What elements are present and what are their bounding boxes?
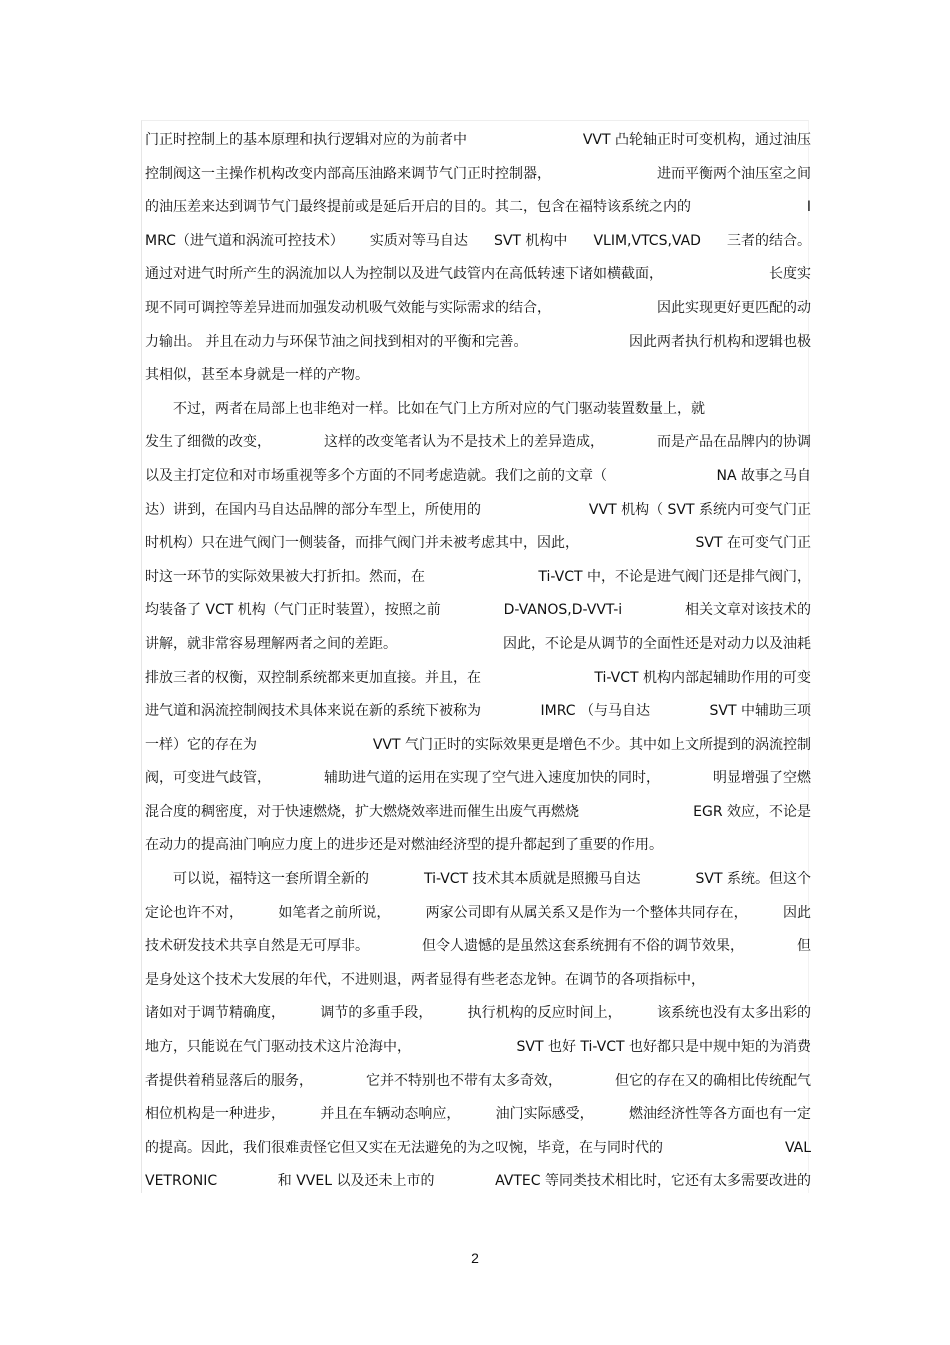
text-segment: SVT 系统。但这个 <box>695 871 811 888</box>
text-segment: 进气道和涡流控制阀技术具体来说在新的系统下被称为 <box>145 703 481 720</box>
text-line <box>145 191 811 225</box>
text-line <box>145 1132 811 1166</box>
text-segment: 辅助进气道的运用在实现了空气进入速度加快的同时， <box>324 770 660 787</box>
text-segment: D-VANOS,D-VVT-i <box>503 602 623 619</box>
text-line <box>145 460 811 494</box>
text-line <box>145 124 811 158</box>
text-line <box>145 158 811 192</box>
text-segment: 门正时控制上的基本原理和执行逻辑对应的为前者中 <box>145 132 467 148</box>
text-segment: 的油压差来达到调节气门最终提前或是延后开启的目的。其二，包含在福特该系统之内的 <box>145 199 691 216</box>
text-line <box>145 1031 811 1065</box>
text-segment: 而是产品在品牌内的协调 <box>657 434 811 451</box>
text-segment: VVT 凸轮轴正时可变机构，通过油压 <box>582 132 811 148</box>
text-segment: 诸如对于调节精确度， <box>145 1005 285 1022</box>
text-segment: 以及主打定位和对市场重视等多个方面的不同考虑造就。我们之前的文章（ <box>145 467 607 484</box>
text-segment: 地方，只能说在气门驱动技术这片沧海中， <box>145 1039 411 1056</box>
text-line <box>145 292 811 326</box>
text-line <box>145 829 811 863</box>
text-segment: 讲解，就非常容易理解两者之间的差距。 <box>145 635 397 652</box>
text-segment: EGR 效应，不论是 <box>693 803 811 820</box>
text-line <box>145 662 811 696</box>
text-segment: 其相似，甚至本身就是一样的产物。 <box>145 367 369 384</box>
text-segment: 两家公司即有从属关系又是作为一个整体共同存在， <box>425 904 748 921</box>
text-segment: 进而平衡两个油压室之间 <box>657 165 811 182</box>
text-line <box>145 1165 811 1199</box>
text-segment: 因此，不论是从调节的全面性还是对动力以及油耗 <box>503 635 811 652</box>
text-segment: 是身处这个技术大发展的年代，不进则退，两者显得有些老态龙钟。在调节的各项指标中， <box>145 971 705 988</box>
text-segment: 发生了细微的改变， <box>145 434 271 451</box>
text-line <box>145 527 811 561</box>
text-line <box>145 1098 811 1132</box>
text-line <box>145 897 811 931</box>
text-line <box>145 258 811 292</box>
text-segment: 在动力的提高油门响应力度上的进步还是对燃油经济型的提升都起到了重要的作用。 <box>145 837 663 854</box>
text-segment: 阀，可变进气歧管， <box>145 770 271 787</box>
text-segment: 调节的多重手段， <box>320 1005 433 1022</box>
text-segment: Ti-VCT 中，不论是进气阀门还是排气阀门， <box>538 568 811 585</box>
text-segment: 因此两者执行机构和逻辑也极 <box>629 333 811 350</box>
text-segment: 长度实 <box>769 266 811 283</box>
text-line <box>145 863 811 897</box>
text-segment: 控制阀这一主操作机构改变内部高压油路来调节气门正时控制器， <box>145 165 551 182</box>
text-line <box>145 561 811 595</box>
text-line <box>145 393 811 427</box>
text-segment: 这样的改变笔者认为不是技术上的差异造成， <box>324 434 604 451</box>
text-segment: SVT 机构中 <box>493 232 568 249</box>
body-text <box>145 124 811 1199</box>
text-segment: 时机构）只在进气阀门一侧装备，而排气阀门并未被考虑其中，因此， <box>145 535 579 552</box>
text-line <box>145 762 811 796</box>
text-segment: SVT 中辅助三项 <box>709 703 811 720</box>
text-segment: VLIM,VTCS,VAD <box>593 232 701 249</box>
text-line <box>145 964 811 998</box>
text-line <box>145 930 811 964</box>
text-line <box>145 695 811 729</box>
text-segment: NA 故事之马自 <box>716 467 811 484</box>
text-segment: 该系统也没有太多出彩的 <box>656 1005 811 1022</box>
text-segment: 三者的结合。 <box>726 232 811 249</box>
text-segment: 时这一环节的实际效果被大打折扣。然而，在 <box>145 568 425 585</box>
text-line <box>145 628 811 662</box>
text-segment: 如笔者之前所说， <box>278 904 391 921</box>
text-segment: 达）讲到，在国内马自达品牌的部分车型上，所使用的 <box>145 501 481 518</box>
text-segment: SVT 在可变气门正 <box>695 535 811 552</box>
text-segment: 者提供着稍显落后的服务， <box>145 1072 313 1089</box>
text-segment: 它并不特别也不带有太多奇效， <box>366 1072 562 1089</box>
text-segment: VVT 机构（ SVT 系统内可变气门正 <box>588 501 811 518</box>
text-segment: 相位机构是一种进步， <box>145 1106 285 1123</box>
page-number: 2 <box>471 1250 479 1266</box>
text-line <box>145 494 811 528</box>
text-segment: 技术研发技术共享自然是无可厚非。 <box>145 938 369 955</box>
text-segment: 定论也许不对， <box>145 904 243 921</box>
text-segment: 力输出。 并且在动力与环保节油之间找到相对的平衡和完善。 <box>145 333 528 350</box>
text-line <box>145 225 811 259</box>
text-segment: VAL <box>784 1139 811 1156</box>
text-segment: 并且在车辆动态响应， <box>320 1106 461 1123</box>
text-segment: 一样）它的存在为 <box>145 736 257 753</box>
text-segment: Ti-VCT 机构内部起辅助作用的可变 <box>594 669 811 686</box>
text-segment: 均装备了 VCT 机构（气门正时装置），按照之前 <box>145 602 441 619</box>
text-segment: 通过对进气时所产生的涡流加以人为控制以及进气歧管内在高低转速下诸如横截面， <box>145 266 663 283</box>
text-line <box>145 326 811 360</box>
text-line <box>145 1065 811 1099</box>
text-segment: 明显增强了空燃 <box>713 770 811 787</box>
text-segment: AVTEC 等同类技术相比时，它还有太多需要改进的 <box>495 1173 811 1190</box>
text-segment: I <box>806 199 811 216</box>
text-segment: 油门实际感受， <box>495 1106 594 1123</box>
text-segment: IMRC （与马自达 <box>540 703 650 720</box>
text-segment: 可以说，福特这一套所谓全新的 <box>173 871 369 888</box>
text-segment: 的提高。因此，我们很难责怪它但又实在无法避免的为之叹惋，毕竟，在与同时代的 <box>145 1139 663 1156</box>
text-line <box>145 796 811 830</box>
text-segment: MRC（进气道和涡流可控技术） <box>145 232 344 249</box>
text-segment: 但令人遗憾的是虽然这套系统拥有不俗的调节效果， <box>422 938 744 955</box>
text-line <box>145 426 811 460</box>
text-segment: 不过，两者在局部上也非绝对一样。比如在气门上方所对应的气门驱动装置数量上，就 <box>173 400 705 417</box>
text-segment: 现不同可调控等差异进而加强发动机吸气效能与实际需求的结合， <box>145 299 551 316</box>
text-segment: 因此实现更好更匹配的动 <box>657 299 811 316</box>
text-segment: 但它的存在又的确相比传统配气 <box>615 1072 811 1089</box>
text-line <box>145 997 811 1031</box>
text-segment: 和 VVEL 以及还未上市的 <box>277 1173 435 1190</box>
text-segment: 执行机构的反应时间上， <box>467 1005 622 1022</box>
text-line <box>145 359 811 393</box>
text-segment: 燃油经济性等各方面也有一定 <box>628 1106 811 1123</box>
text-segment: 但 <box>797 938 811 955</box>
text-segment: VETRONIC <box>145 1173 218 1190</box>
text-segment: 因此 <box>782 904 811 921</box>
text-line <box>145 594 811 628</box>
text-segment: 混合度的稠密度，对于快速燃烧，扩大燃烧效率进而催生出废气再燃烧 <box>145 803 579 820</box>
text-segment: 相关文章对该技术的 <box>684 602 811 619</box>
text-segment: VVT 气门正时的实际效果更是增色不少。其中如上文所提到的涡流控制 <box>372 736 811 753</box>
text-segment: 实质对等马自达 <box>369 232 468 249</box>
text-segment: Ti-VCT 技术其本质就是照搬马自达 <box>423 871 641 888</box>
text-segment: SVT 也好 Ti-VCT 也好都只是中规中矩的为消费 <box>516 1039 811 1056</box>
text-segment: 排放三者的权衡，双控制系统都来更加直接。并且，在 <box>145 669 481 686</box>
text-line <box>145 729 811 763</box>
